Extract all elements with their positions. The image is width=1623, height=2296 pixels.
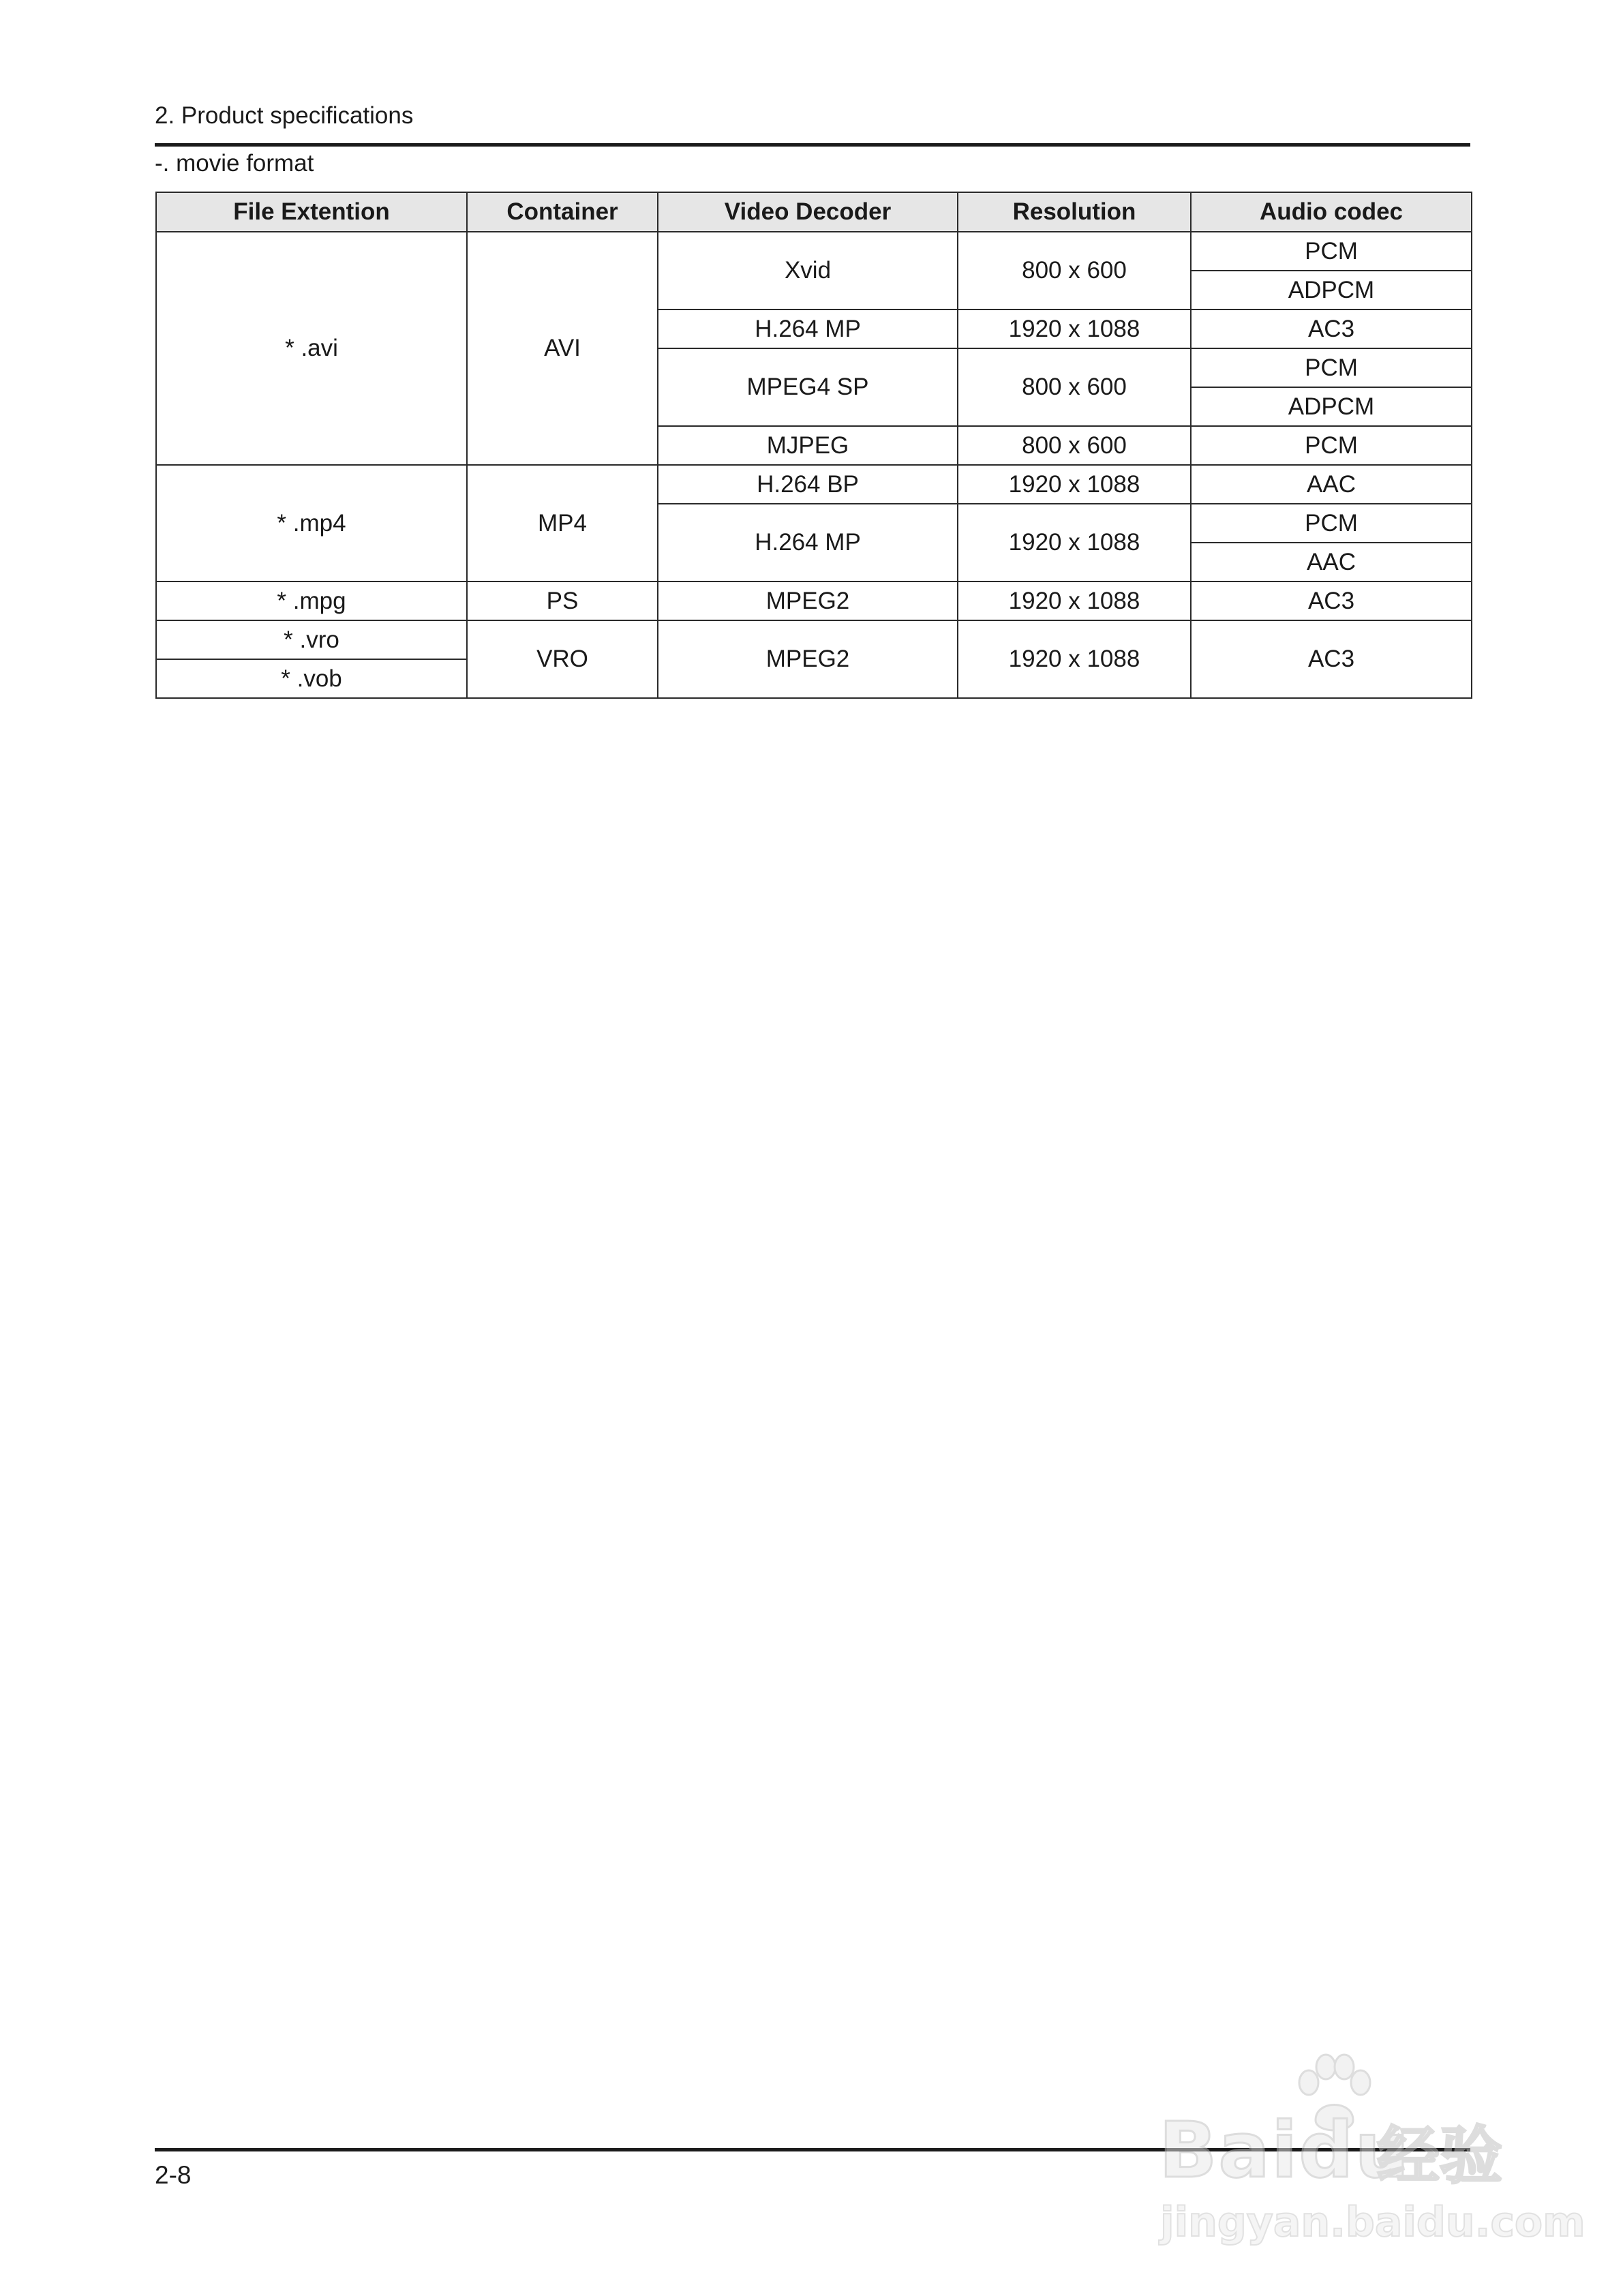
table-subtitle: -. movie format (155, 150, 314, 177)
container-cell: MP4 (467, 465, 658, 581)
table-row (156, 581, 1472, 620)
resolution-cell: 800 x 600 (958, 348, 1191, 426)
resolution-cell: 1920 x 1088 (958, 581, 1191, 620)
extension-cell: * .mpg (156, 581, 467, 620)
resolution-cell: 1920 x 1088 (958, 620, 1191, 698)
watermark-url: jingyan.baidu.com (1160, 2199, 1586, 2246)
resolution-cell: 1920 x 1088 (958, 309, 1191, 348)
container-cell: AVI (467, 232, 658, 465)
section-title: 2. Product specifications (155, 102, 414, 129)
resolution-cell: 1920 x 1088 (958, 504, 1191, 581)
table-row (156, 232, 1472, 271)
extension-cell: * .vro (156, 620, 467, 659)
decoder-cell: MPEG2 (658, 581, 958, 620)
audio-codec-cell: AAC (1191, 543, 1472, 581)
extension-cell: * .mp4 (156, 465, 467, 581)
table-row (156, 620, 1472, 659)
resolution-cell: 1920 x 1088 (958, 465, 1191, 504)
audio-codec-cell: AAC (1191, 465, 1472, 504)
audio-codec-cell: AC3 (1191, 581, 1472, 620)
decoder-cell: MPEG4 SP (658, 348, 958, 426)
audio-codec-cell: PCM (1191, 348, 1472, 387)
resolution-cell: 800 x 600 (958, 426, 1191, 465)
decoder-cell: MPEG2 (658, 620, 958, 698)
header-resolution: Resolution (958, 192, 1191, 232)
watermark-brand: Baidu (1159, 2106, 1411, 2195)
audio-codec-cell: PCM (1191, 232, 1472, 271)
table-row (156, 465, 1472, 504)
decoder-cell: Xvid (658, 232, 958, 309)
header-video-decoder: Video Decoder (658, 192, 958, 232)
container-cell: PS (467, 581, 658, 620)
header-container: Container (467, 192, 658, 232)
audio-codec-cell: AC3 (1191, 620, 1472, 698)
extension-cell: * .vob (156, 659, 467, 698)
extension-cell: * .avi (156, 232, 467, 465)
audio-codec-cell: ADPCM (1191, 387, 1472, 426)
header-file-extension: File Extention (156, 192, 467, 232)
resolution-cell: 800 x 600 (958, 232, 1191, 309)
audio-codec-cell: PCM (1191, 426, 1472, 465)
audio-codec-cell: AC3 (1191, 309, 1472, 348)
container-cell: VRO (467, 620, 658, 698)
watermark-cjk-text: 经验 (1377, 2119, 1503, 2192)
decoder-cell: H.264 BP (658, 465, 958, 504)
audio-codec-cell: ADPCM (1191, 271, 1472, 309)
decoder-cell: H.264 MP (658, 309, 958, 348)
decoder-cell: H.264 MP (658, 504, 958, 581)
page-number: 2-8 (155, 2161, 192, 2189)
baidu-watermark (1132, 2052, 1586, 2250)
table-header-row (156, 192, 1472, 232)
header-audio-codec: Audio codec (1191, 192, 1472, 232)
audio-codec-cell: PCM (1191, 504, 1472, 543)
movie-format-table (155, 192, 1472, 699)
top-rule (155, 143, 1470, 147)
decoder-cell: MJPEG (658, 426, 958, 465)
